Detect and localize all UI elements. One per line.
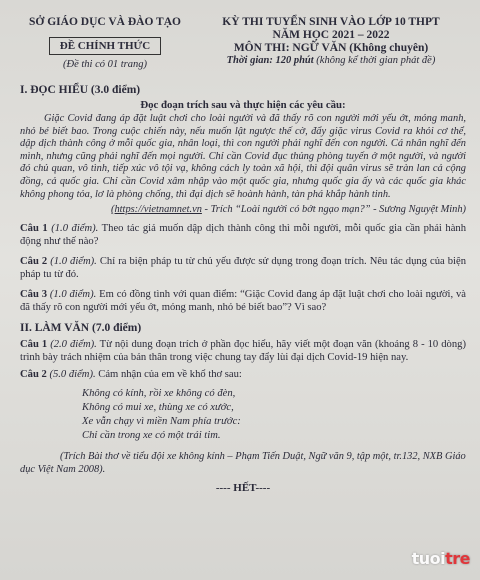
page-count-note: (Đề thi có 01 trang): [63, 59, 147, 70]
source-citation: - Trích “Loài người có bớt ngạo mạn?” - Sương Nguyệt Minh): [201, 204, 466, 216]
official-exam-box: ĐỀ CHÍNH THỨC: [49, 37, 161, 55]
exam-subject: MÔN THI: NGỮ VĂN (Không chuyên): [233, 42, 429, 54]
question-text: Từ nội dung đoạn trích ở phần đọc hiểu, hãy viết một đoạn văn (khoảng 8 - 10 dòng) trình bày trách nhiệm của bản thân trong việc chung tay đẩy lùi đại dịch Covid-19 hiện nay.: [20, 339, 466, 364]
question-score: (2.0 điểm).: [47, 339, 97, 351]
logo-part-1: tuoi: [411, 549, 446, 568]
logo-part-2: tre: [445, 549, 470, 568]
poem-line: Chỉ cần trong xe có một trái tim.: [82, 430, 221, 442]
section-writing-heading: II. LÀM VĂN (7.0 điểm): [20, 322, 142, 335]
header-right: [196, 8, 466, 70]
poem-stanza: [82, 387, 466, 443]
exam-header: [20, 8, 466, 70]
exam-title: [196, 16, 466, 42]
source-link: (https://vietnamnet.vn: [111, 204, 202, 216]
poem-citation: (Trích Bài thơ về tiểu đội xe không kính – Phạm Tiến Duật, Ngữ văn 9, tập một, tr.132, NXB Giáo dục Việt Nam 2008).: [20, 451, 466, 476]
question-number: Câu 3: [20, 289, 47, 301]
reading-instruction: Đọc đoạn trích sau và thực hiện các yêu cầu:: [140, 99, 346, 111]
question-text: Em có đồng tình với quan điểm: “Giặc Covid đang áp đặt luật chơi cho loài người, và đã thấy rõ con người mới yếu ớt, mỏng manh, nhỏ bé biết bao”? Vì sao?: [20, 289, 466, 314]
reading-question-3: [20, 288, 466, 314]
question-text: Theo tác giả muốn dập dịch thành công thì mỗi người, mỗi quốc gia cần phải hành động như thế nào?: [20, 223, 466, 248]
question-number: Câu 1: [20, 223, 48, 235]
time-label: Thời gian: 120 phút: [226, 55, 314, 66]
time-note: (không kể thời gian phát đề): [316, 55, 436, 66]
reading-passage: Giặc Covid đang áp đặt luật chơi cho loài người và đã thấy rõ con người mới yếu ớt, mỏng manh, nhỏ bé biết bao. Trong cuộc chiến này, nếu muốn lật ngược thế cờ, đẩy giặc virus Covid ra khỏi cơ thể, dập dịch thành công ở mỗi quốc gia, nhân loại, thì con người phải nghĩ đến con người. Cá nhân nghĩ đến mình, nhưng cũng phải nghĩ đến mọi người. Chỉ cần Covid đục thủng phòng tuyến ở một người, và người đó chủ quan, vô tình, tiếp xúc vô tội vạ, không cách ly toàn xã hội, thì đội quân virus sẽ tràn lan cả cộng đồng, cả quốc gia. Chỉ cần Covid xâm nhập vào một quốc gia, nhưng quốc gia ấy và các quốc gia khác không phong tỏa, lơ là phòng chống, thì đại dịch sẽ hoành hành, tàn phá khắp hành tinh.: [20, 113, 466, 200]
question-score: (1.0 điểm).: [47, 223, 99, 235]
header-left: [20, 8, 190, 70]
question-number: Câu 2: [20, 369, 47, 381]
passage-source: [20, 204, 466, 215]
end-marker: ---- HẾT----: [215, 482, 271, 495]
exam-title-line-2: NĂM HỌC 2021 – 2022: [272, 29, 390, 41]
department-name: SỞ GIÁO DỤC VÀ ĐÀO TẠO: [29, 16, 181, 28]
question-text: Cảm nhận của em về khổ thơ sau:: [95, 369, 242, 381]
question-score: (1.0 điểm).: [47, 289, 97, 301]
writing-question-2: [20, 368, 466, 381]
section-reading-heading: I. ĐỌC HIỂU (3.0 điểm): [20, 84, 141, 96]
tuoitre-logo: [412, 549, 470, 568]
exam-title-line-1: KỲ THI TUYỂN SINH VÀO LỚP 10 THPT: [222, 16, 440, 28]
writing-question-1: [20, 338, 466, 364]
poem-line: Không có kính, rồi xe không có đèn,: [82, 388, 236, 400]
question-number: Câu 1: [20, 339, 48, 351]
question-number: Câu 2: [20, 256, 48, 268]
question-score: (1.0 điểm).: [47, 256, 97, 268]
exam-time: [196, 55, 466, 66]
question-score: (5.0 điểm).: [46, 369, 96, 381]
reading-question-1: [20, 222, 466, 248]
reading-question-2: [20, 255, 466, 281]
poem-line: Xe vẫn chạy vì miền Nam phía trước:: [82, 416, 241, 428]
poem-line: Không có mui xe, thùng xe có xước,: [82, 402, 234, 414]
question-text: Chỉ ra biện pháp tu từ chủ yếu được sử dụng trong đoạn trích. Nêu tác dụng của biện pháp tu từ đó.: [20, 256, 466, 281]
